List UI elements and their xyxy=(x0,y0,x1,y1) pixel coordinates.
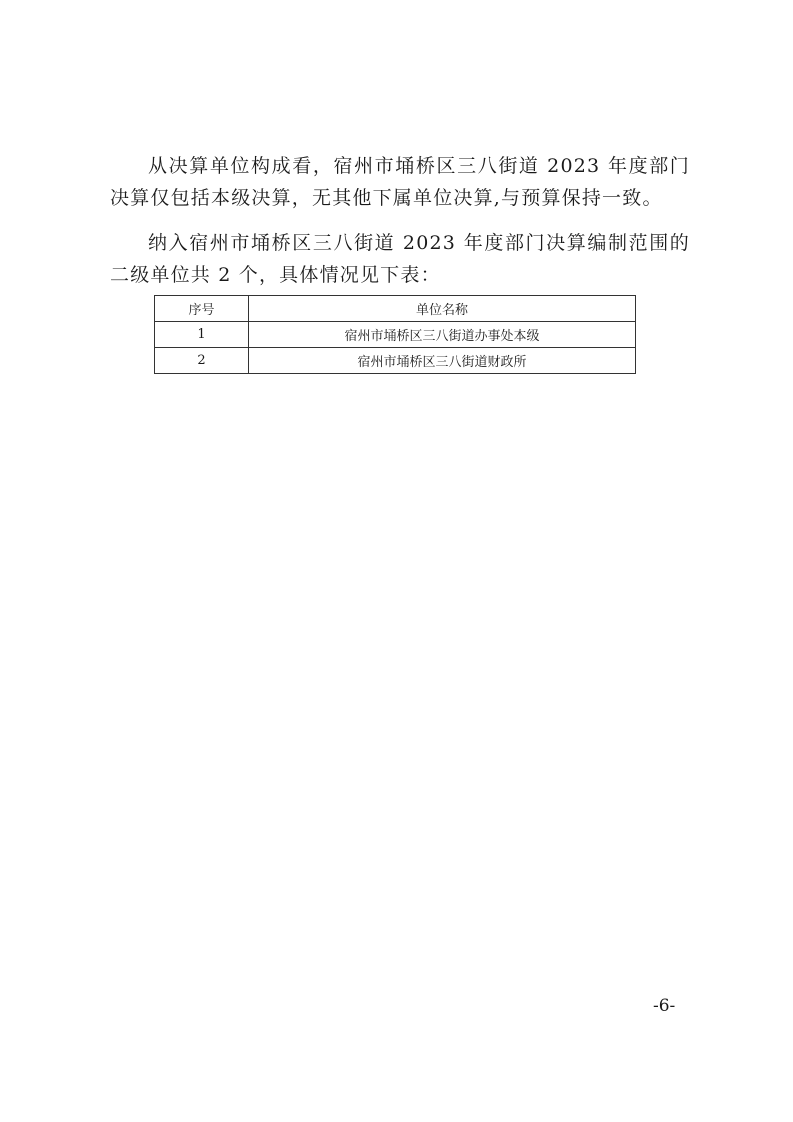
cell-unit-name: 宿州市埇桥区三八街道财政所 xyxy=(249,348,636,374)
header-serial: 序号 xyxy=(155,296,249,322)
cell-unit-name: 宿州市埇桥区三八街道办事处本级 xyxy=(249,322,636,348)
table-header-row xyxy=(155,296,636,322)
paragraph-unit-composition: 从决算单位构成看，宿州市埇桥区三八街道 2023 年度部门决算仅包括本级决算，无其他下属单位决算,与预算保持一致。 xyxy=(110,155,690,209)
paragraph-secondary-units: 纳入宿州市埇桥区三八街道 2023 年度部门决算编制范围的二级单位共 2 个，具体情况见下表： xyxy=(110,232,690,286)
page-number: -6- xyxy=(653,996,676,1016)
header-unit-name: 单位名称 xyxy=(249,296,636,322)
cell-serial: 2 xyxy=(155,348,249,374)
table-row xyxy=(155,322,636,348)
units-table xyxy=(154,295,636,374)
cell-serial: 1 xyxy=(155,322,249,348)
table-row xyxy=(155,348,636,374)
